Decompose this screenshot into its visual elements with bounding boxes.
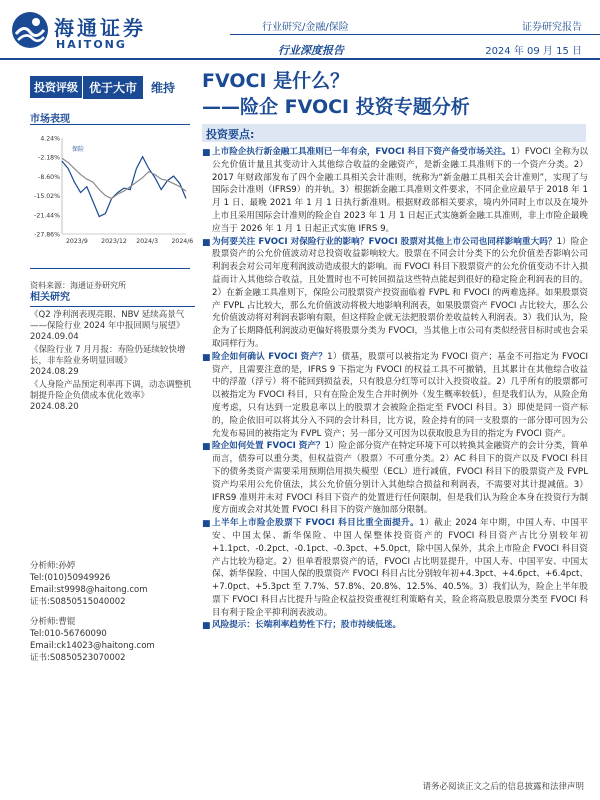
bullet-icon: ■	[202, 621, 211, 632]
related-item-date: 2024.08.29	[30, 367, 79, 377]
report-category: 行业研究/金融/保险	[262, 22, 349, 33]
x-tick-label: 2023/12	[101, 238, 127, 245]
series-line-insurance	[62, 157, 186, 217]
analyst-name: 分析师:曹锟	[30, 617, 76, 627]
key-point-body: 1）截止 2024 年中期，中国人寿、中国平安、中国太保、新华保险、中国人保整体投资资产的 FVOCI 科目资产占比分别较年初+1.1pct、-0.2pct、-0.1pct、-0.3pct、+5.0pct，除中国人保外，其余上市险企 FVOCI 科目资产占比较为稳定。2）但单看股票资产的话，FVOCI 占比明显提升，中国人寿、中国平安、中国太保、新华保险、中国人保的股票资产 FVOCI 科目占比分别较年初+4.3pct、+4.6pct、+6.4pct、+7.0pct、+5.3pct 至 7.7%、57.8%、20.8%、12.5%、40.5%。3）我们认为，险企上半年股票下 FVOCI 科目占比提升与险企权益投资重视红利策略有关，险企将高股息股票分类至 FVOCI 科目有利于险企平抑利润表波动。	[212, 518, 588, 618]
key-point	[202, 619, 588, 632]
logo-en-text: HAITONG	[56, 38, 127, 51]
analyst-cert: 证书:S0850523070002	[30, 653, 126, 663]
legend-label: 保险	[72, 146, 85, 153]
market-performance-chart	[30, 132, 194, 250]
analyst-card	[30, 616, 195, 664]
x-tick-label: 2024/3	[136, 238, 159, 245]
haitong-logo-icon	[10, 10, 50, 50]
key-point-head: 风险提示：长端利率趋势性下行；股市持续低迷。	[212, 620, 402, 631]
analyst-email[interactable]: Email:st9998@haitong.com	[30, 585, 148, 595]
key-point-head: 为何要关注 FVOCI 对保险行业的影响？FVOCI 股票对其他上市公司也同样影响重大吗？	[212, 236, 557, 247]
report-subtitle: ——险企 FVOCI 投资专题分析	[202, 96, 470, 118]
key-point-body: 1）险企部分资产在特定环境下可以转换其金融资产的会计分类，简单而言，债券可以重分类，但权益资产（股票）不可重分类。2）AC 科目下的资产以及 FVOCI 科目下的债务类资产需要采用预期信用损失模型（ECL）进行减值，FVOCI 科目下的股票资产及 FVPL 资产均采用公允价值法，其公允价值分别计入其他综合损益和利润表，不需要对其计提减值。3）IFRS9 准则并未对 FVOCI 科目下资产的处置进行任何限制，但是我们认为险企本身在投资行为制度方面或会对其处置 FVOCI 科目下的资产施加部分限制。	[212, 441, 588, 516]
key-point	[202, 517, 588, 619]
key-point-head: 上市险企执行新金融工具准则已一年有余，FVOCI 科目下资产备受市场关注。	[212, 147, 511, 157]
related-heading: 相关研究	[30, 292, 70, 303]
y-tick-label: -15.02%	[34, 193, 60, 201]
related-item-title[interactable]: 《保险行业 7 月月报：寿险仍延续较快增长，非车险业务明显回暖》	[30, 345, 186, 366]
related-item-title[interactable]: 《Q2 净利润表现亮眼、NBV 延续高景气——保险行业 2024 年中报回顾与展望》	[30, 310, 185, 331]
analyst-email[interactable]: Email:ck14023@haitong.com	[30, 641, 155, 651]
key-point	[202, 351, 588, 441]
bullet-icon: ■	[202, 519, 211, 530]
analyst-cert: 证书:S0850515040002	[30, 597, 126, 607]
market-heading: 市场表现	[30, 114, 70, 125]
report-type: 行业深度报告	[278, 44, 344, 57]
x-tick-label: 2023/9	[66, 238, 88, 245]
y-tick-label: 4.24%	[40, 135, 60, 143]
investment-rating	[30, 76, 190, 98]
header-divider	[230, 34, 600, 35]
key-point-head: 险企如何确认 FVOCI 资产？	[212, 351, 328, 362]
key-point	[202, 236, 588, 351]
chart-bottom-rule	[30, 268, 190, 269]
analyst-name: 分析师:孙婷	[30, 561, 76, 571]
related-item-title[interactable]: 《人身险产品预定利率再下调，动态调整机制提升险企负债成本优化效率》	[30, 380, 192, 401]
key-point	[202, 146, 588, 236]
key-point	[202, 440, 588, 517]
x-tick-label: 2024/6	[171, 238, 194, 245]
logo-cn-text: 海通证券	[54, 16, 146, 40]
disclaimer-footer: 请务必阅读正文之后的信息披露和法律声明	[422, 782, 584, 792]
chart-source: 资料来源：海通证券研究所	[30, 281, 126, 290]
related-item[interactable]	[30, 310, 195, 343]
related-item[interactable]	[30, 345, 195, 378]
report-date: 2024 年 09 月 15 日	[485, 46, 582, 57]
key-point-body: 1）FVOCI 全称为以公允价值计量且其变动计入其他综合收益的金融资产，是新金融工具准则下的一个资产分类。2）2017 年财政部发布了四个金融工具相关会计准则，统称为“新金融工具相关会计准则”，实现了与国际会计准则（IFRS9）的并轨。3）根据新金融工具准则文件要求，不同企业应最早于 2018 年 1 月 1 日、最晚 2021 年 1 月 1 日执行新准则。根据财政部相关要求，境内外同时上市以及在境外上市且采用国际会计准则的险企自 2023 年 1 月 1 日起正式实施新金融工具准则，非上市险企最晚应当于 2026 年 1 月 1 日起正式实施 IFRS 9。	[212, 147, 588, 234]
bullet-icon: ■	[202, 442, 211, 453]
analyst-card	[30, 560, 195, 608]
bullet-icon: ■	[202, 352, 211, 363]
related-item[interactable]	[30, 380, 195, 413]
analyst-tel: Tel:010-56760090	[30, 629, 107, 639]
y-tick-label: -2.18%	[38, 154, 60, 162]
header-divider-main	[0, 58, 600, 60]
related-research	[30, 292, 195, 415]
bullet-icon: ■	[202, 148, 211, 158]
related-rule	[30, 306, 195, 307]
key-point-head: 险企如何处置 FVOCI 资产？	[212, 441, 325, 452]
key-points-body	[202, 146, 588, 632]
report-kind: 证券研究报告	[522, 22, 582, 33]
company-logo	[10, 6, 180, 56]
report-title: FVOCI 是什么？	[202, 70, 350, 92]
key-point-head: 上半年上市险企股票下 FVOCI 科目比重全面提升。	[212, 518, 420, 529]
related-item-date: 2024.08.20	[30, 402, 79, 412]
key-point-body: 1）债基，股票可以被指定为 FVOCI 资产；基金不可指定为 FVOCI 资产，且需要注意的是，IFRS 9 下指定为 FVOCI 的权益工具不可撤销，且其累计在其他综合收益中的浮盈（浮亏）将不能回到损益表，只有股息分红等可以计入投资收益。2）几乎所有的股票都可以被指定为 FVOCI 科目，只有在险企发生合并时例外（发生概率较低），但是我们认为，从险企角度考虑，只有达到一定股息率以上的股票才会被险企指定至 FVOCI 科目。3）即使是同一资产标的，险企依旧可以将其分入不同的会计科目，比方说，险企持有的同一支股票的一部分即可因为公允发布易回的被指定为 FVPL 资产；另一部分又可因为以获取股息为目的指定为 FVOCI 资产。	[212, 351, 588, 439]
y-tick-label: -8.60%	[38, 173, 60, 181]
analyst-tel: Tel:(010)50949926	[30, 573, 111, 583]
key-points-heading: 投资要点:	[206, 128, 255, 141]
rating-label: 投资评级	[30, 76, 82, 98]
y-tick-label: -27.86%	[34, 231, 60, 239]
rating-value: 优于大市	[82, 76, 143, 99]
y-tick-label: -21.44%	[34, 212, 60, 220]
market-heading-rule	[30, 124, 190, 125]
bullet-icon: ■	[202, 237, 211, 248]
related-item-date: 2024.09.04	[30, 332, 79, 342]
rating-status: 维持	[151, 80, 176, 95]
key-point-body: 1）险企股票资产的公允价值波动对总投资收益影响较大。股票在不同会计分类下的公允价值差否影响公司利润表会对公司年度利润波动造成很大的影响。而 FVOCI 科目下股票资产的公允价值变动不计入损益而计入其他综合收益，且处置时也不可转回损益这些特点能起到很好的稳定险企利润表的目的。2）在新金融工具准则下，保险公司股票资产投资面临着 FVPL 和 FVOCI 的两难选择。如果股票资产 FVPL 占比较大，那么允价值波动将极大地影响利润表，如果股票资产 FVOCI 占比较大，那么公允价值波动将对利润表影响有限，但这样险企就无法把股票价差收益转入利润表。3）我们认为，险企为了长期降低利润波动更偏好将股票分类为 FVOCI，当其他上市公司有类似经营目标时或也会采取同样行为。	[212, 236, 589, 349]
key-points-header	[202, 124, 586, 142]
